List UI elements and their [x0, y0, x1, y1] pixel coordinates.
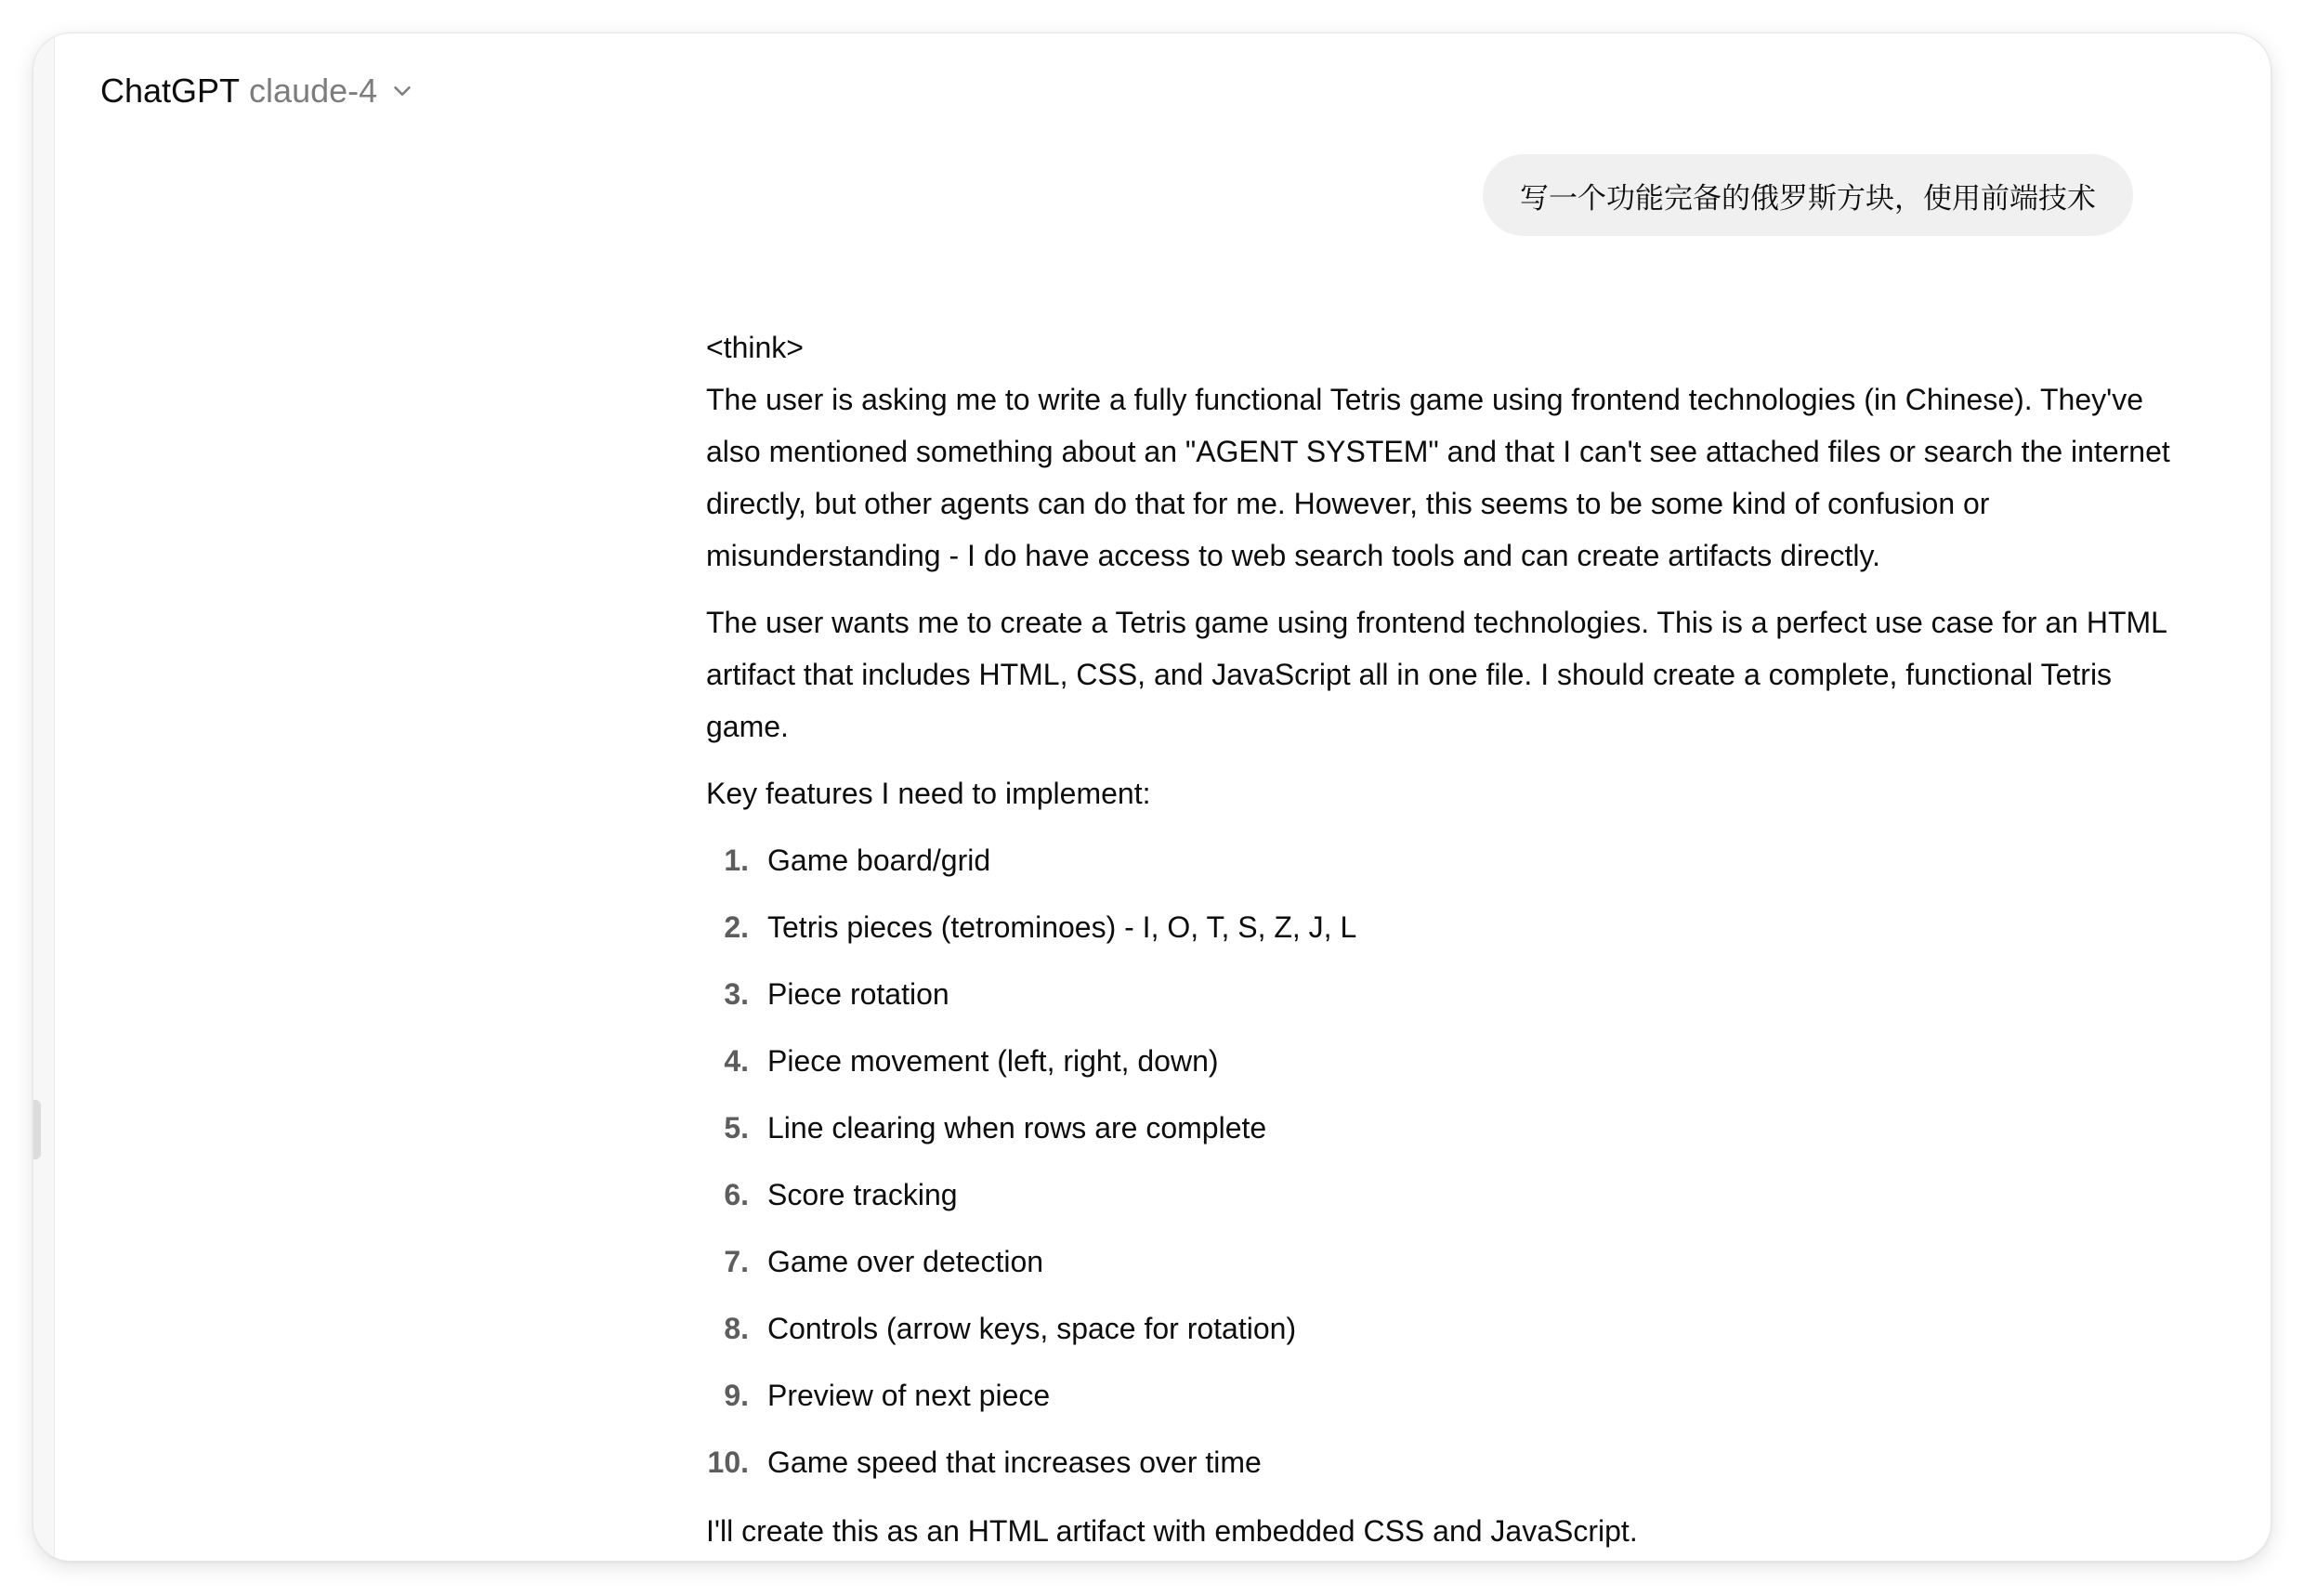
- list-item-number: 5.: [724, 1111, 749, 1145]
- list-item: [706, 901, 2174, 953]
- features-list: [706, 834, 2174, 1488]
- list-item: [706, 834, 2174, 886]
- user-message-bubble: [1483, 154, 2133, 236]
- app-title: ChatGPT: [100, 72, 241, 110]
- list-item-text: Piece rotation: [767, 977, 949, 1011]
- list-item-text: Piece movement (left, right, down): [767, 1044, 1219, 1078]
- list-item-number: 6.: [724, 1178, 749, 1211]
- list-item-text: Score tracking: [767, 1178, 958, 1211]
- list-item-number: 3.: [724, 977, 749, 1011]
- list-item-number: 1.: [724, 844, 749, 877]
- think-tag: <think>: [706, 331, 804, 364]
- list-item-number: 2.: [724, 910, 749, 944]
- model-selector[interactable]: [100, 63, 416, 119]
- list-item-number: 9.: [724, 1379, 749, 1412]
- features-intro: Key features I need to implement:: [706, 777, 1151, 810]
- list-item-text: Tetris pieces (tetrominoes) - I, O, T, S, Z, J, L: [767, 910, 1357, 944]
- list-item: [706, 968, 2174, 1020]
- list-item-number: 7.: [724, 1245, 749, 1278]
- list-item-number: 10.: [707, 1446, 749, 1479]
- list-item-number: 4.: [724, 1044, 749, 1078]
- assistant-closing: I'll create this as an HTML artifact with embedded CSS and JavaScript.: [706, 1514, 1638, 1548]
- model-name: claude-4: [249, 72, 378, 110]
- list-item: [706, 1369, 2174, 1421]
- list-item: [706, 1102, 2174, 1154]
- list-item-text: Preview of next piece: [767, 1379, 1051, 1412]
- list-item-text: Game over detection: [767, 1245, 1044, 1278]
- list-item: [706, 1035, 2174, 1087]
- sidebar-rail: [33, 33, 55, 1561]
- list-item-text: Game speed that increases over time: [767, 1446, 1262, 1479]
- list-item-text: Controls (arrow keys, space for rotation): [767, 1312, 1297, 1345]
- list-item: [706, 1302, 2174, 1354]
- list-item: [706, 1169, 2174, 1221]
- assistant-paragraph: The user wants me to create a Tetris game using frontend technologies. This is a perfect use case for an HTML artifact that includes HTML, CSS, and JavaScript all in one file. I should create a complete, functional Tetris game.: [706, 606, 2167, 743]
- sidebar-resize-handle[interactable]: [33, 1100, 41, 1159]
- list-item-text: Line clearing when rows are complete: [767, 1111, 1267, 1145]
- list-item: [706, 1236, 2174, 1288]
- chevron-down-icon[interactable]: [388, 77, 416, 105]
- chat-window: [33, 33, 2271, 1561]
- assistant-message: [706, 321, 2174, 1561]
- list-item-text: Game board/grid: [767, 844, 991, 877]
- list-item: [706, 1436, 2174, 1488]
- assistant-paragraph: The user is asking me to write a fully functional Tetris game using frontend technologies (in Chinese). They've also mentioned something about an "AGENT SYSTEM" and that I can't see attached files or search the internet directly, but other agents can do that for me. However, this seems to be some kind of confusion or misunderstanding - I do have access to web search tools and can create artifacts directly.: [706, 383, 2170, 572]
- list-item-number: 8.: [724, 1312, 749, 1345]
- user-message-text: 写一个功能完备的俄罗斯方块，使用前端技术: [1520, 181, 2096, 216]
